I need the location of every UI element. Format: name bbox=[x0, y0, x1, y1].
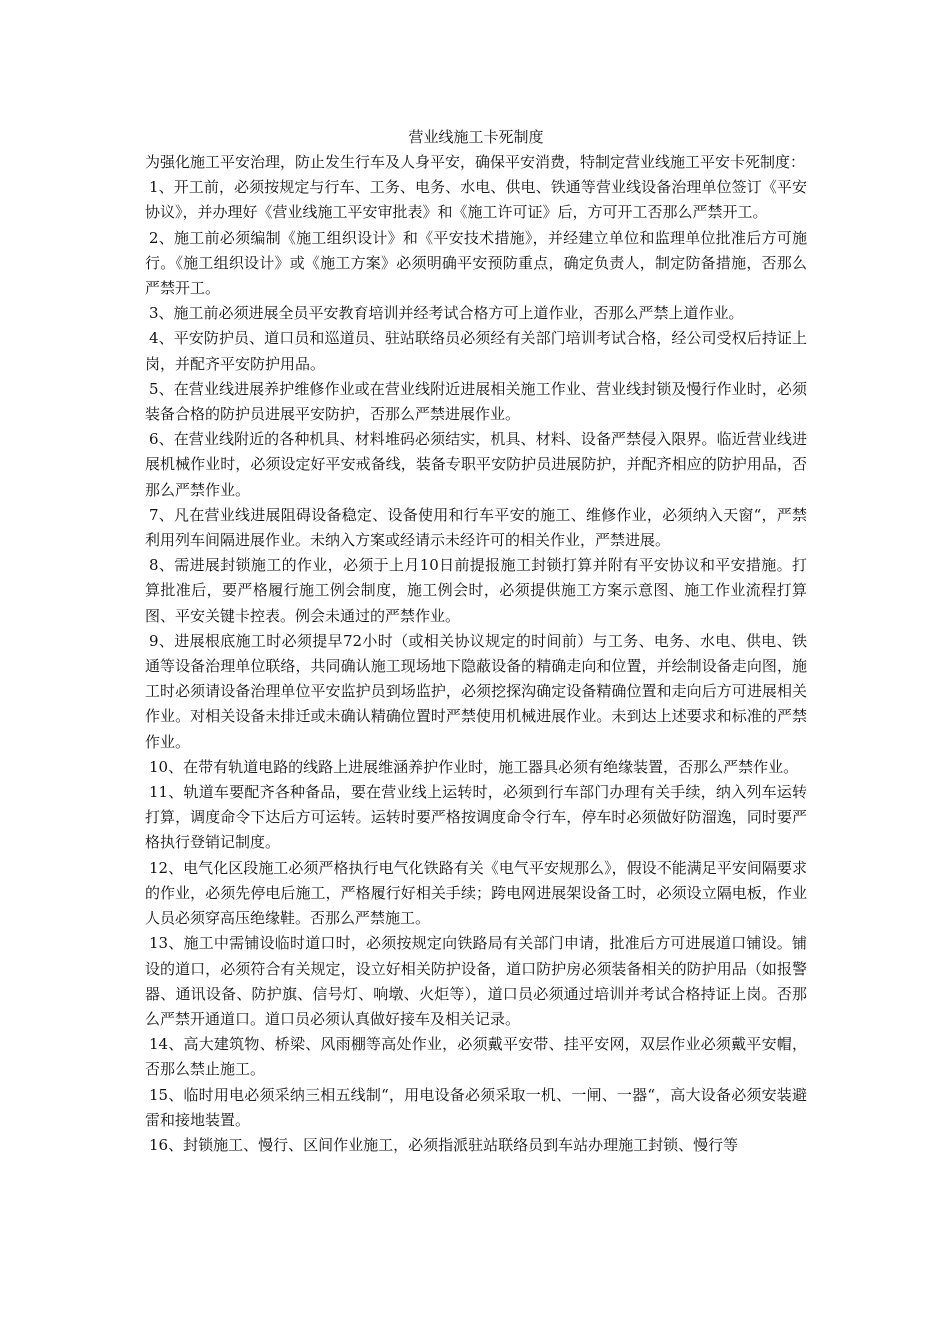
document-page bbox=[145, 125, 807, 1158]
clause-3: 3、施工前必须进展全员平安教育培训并经考试合格方可上道作业，否那么严禁上道作业。 bbox=[149, 304, 744, 323]
clause-9: 9、进展根底施工时必须提早72小时（或相关协议规定的时间前）与工务、电务、水电、供电、铁通等设备治理单位联络，共同确认施工现场地下隐蔽设备的精确走向和位置，并绘制设备走向图，施工时必须请设备治理单位平安监护员到场监护，必须挖探沟确定设备精确位置和走向后方可进展相关作业。对相关设备未排迁或未确认精确位置时严禁使用机械进展作业。未到达上述要求和标准的严禁作业。 bbox=[145, 631, 807, 751]
clause-6: 6、在营业线附近的各种机具、材料堆码必须结实，机具、材料、设备严禁侵入限界。临近营业线进展机械作业时，必须设定好平安戒备线，装备专职平安防护员进展防护，并配齐相应的防护用品，否那么严禁作业。 bbox=[145, 430, 807, 499]
clause-8: 8、需进展封锁施工的作业，必须于上月10日前提报施工封锁打算并附有平安协议和平安措施。打算批准后，要严格履行施工例会制度，施工例会时，必须提供施工方案示意图、施工作业流程打算图、平安关键卡控表。例会未通过的严禁作业。 bbox=[145, 556, 807, 625]
document-title: 营业线施工卡死制度 bbox=[408, 128, 544, 146]
clause-12: 12、电气化区段施工必须严格执行电气化铁路有关《电气平安规那么》，假设不能满足平安间隔要求的作业，必须先停电后施工，严格履行好相关手续；跨电网进展架设备工时，必须设立隔电板，作业人员必须穿高压绝缘鞋。否那么严禁施工。 bbox=[145, 858, 807, 928]
clause-10: 10、在带有轨道电路的线路上进展维涵养护作业时，施工器具必须有绝缘装置，否那么严禁作业。 bbox=[149, 757, 799, 776]
clause-15: 15、临时用电必须采纳三相五线制“，用电设备必须采取一机、一闸、一器“，高大设备必须安装避雷和接地装置。 bbox=[145, 1085, 807, 1129]
clause-5: 5、在营业线进展养护维修作业或在营业线附近进展相关施工作业、营业线封锁及慢行作业时，必须装备合格的防护员进展平安防护，否那么严禁进展作业。 bbox=[145, 379, 807, 424]
clause-1: 1、开工前，必须按规定与行车、工务、电务、水电、供电、铁通等营业线设备治理单位签订《平安协议》，并办理好《营业线施工平安审批表》和《施工许可证》后，方可开工否那么严禁开工。 bbox=[145, 178, 807, 222]
clause-2: 2、施工前必须编制《施工组织设计》和《平安技术措施》，并经建立单位和监理单位批准后方可施行。《施工组织设计》或《施工方案》必须明确平安预防重点，确定负责人，制定防备措施，否那么严禁开工。 bbox=[145, 228, 807, 298]
clause-11: 11、轨道车要配齐各种备品，要在营业线上运转时，必须到行车部门办理有关手续，纳入列车运转打算，调度命令下达后方可运转。运转时要严格按调度命令行车，停车时必须做好防溜逸，同时要严格执行登销记制度。 bbox=[145, 783, 807, 852]
document-intro: 为强化施工平安治理，防止发生行车及人身平安，确保平安消费，特制定营业线施工平安卡死制度： bbox=[145, 153, 806, 171]
clause-4: 4、平安防护员、道口员和巡道员、驻站联络员必须经有关部门培训考试合格，经公司受权后持证上岗，并配齐平安防护用品。 bbox=[145, 329, 807, 373]
clause-16: 16、封锁施工、慢行、区间作业施工，必须指派驻站联络员到车站办理施工封锁、慢行等 bbox=[149, 1135, 739, 1154]
clause-7: 7、凡在营业线进展阻碍设备稳定、设备使用和行车平安的施工、维修作业，必须纳入天窗“，严禁利用列车间隔进展作业。未纳入方案或经请示未经许可的相关作业，严禁进展。 bbox=[145, 505, 807, 550]
clause-14: 14、高大建筑物、桥梁、风雨棚等高处作业，必须戴平安带、挂平安网，双层作业必须戴平安帽，否那么禁止施工。 bbox=[145, 1035, 807, 1079]
clause-13: 13、施工中需铺设临时道口时，必须按规定向铁路局有关部门申请，批准后方可进展道口铺设。铺设的道口，必须符合有关规定，设立好相关防护设备，道口防护房必须装备相关的防护用品（如报警器、通讯设备、防护旗、信号灯、响墩、火炬等），道口员必须通过培训并考试合格持证上岗。否那么严禁开通道口。道口员必须认真做好接车及相关记录。 bbox=[145, 934, 807, 1028]
